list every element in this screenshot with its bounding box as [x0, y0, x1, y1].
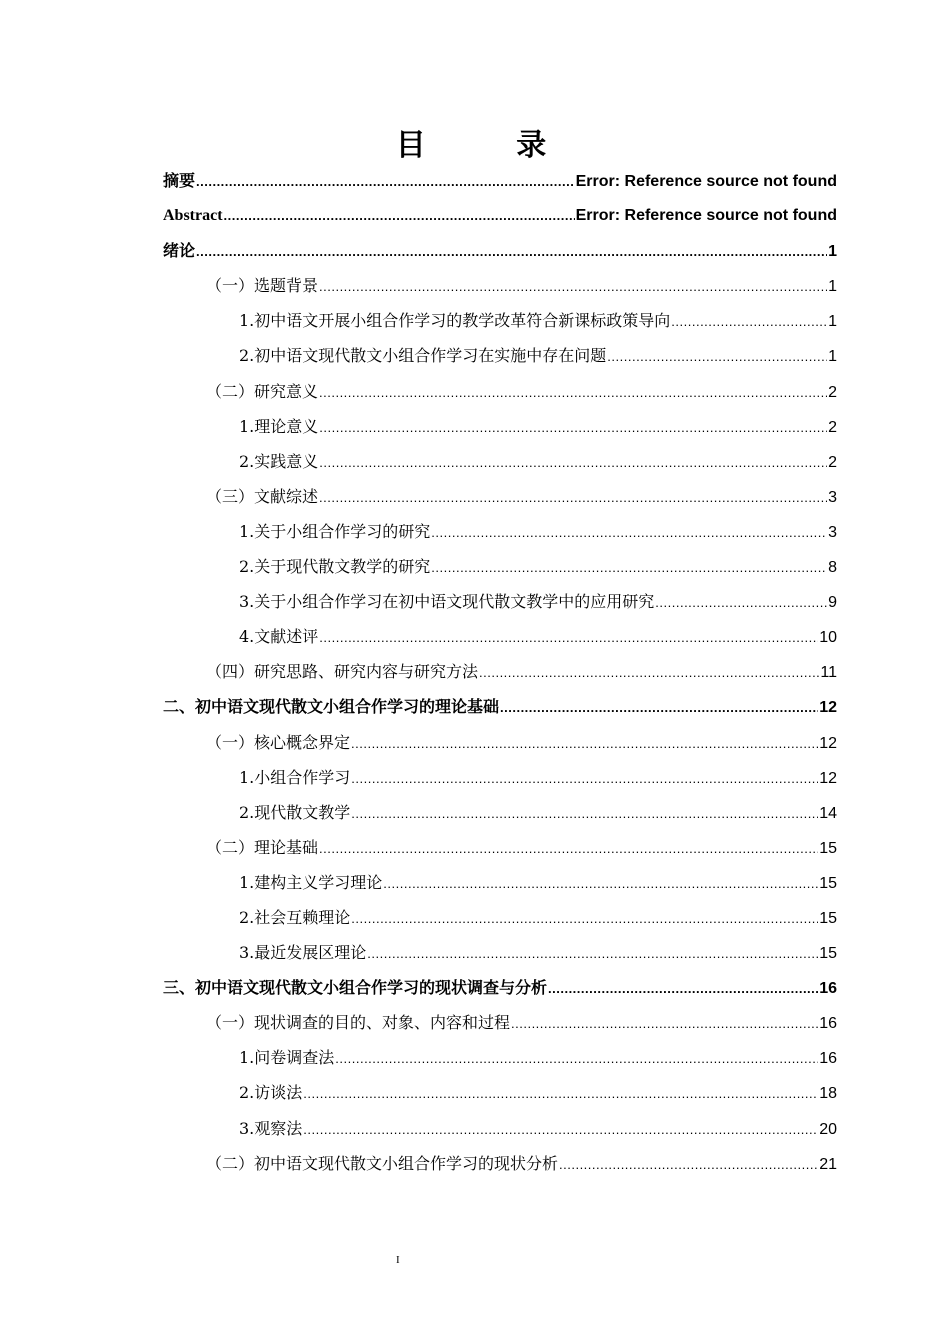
toc-dot-leader — [351, 901, 818, 936]
toc-entry[interactable] — [163, 689, 837, 724]
toc-dot-leader — [335, 1041, 818, 1076]
toc-entry[interactable] — [163, 1075, 837, 1110]
toc-entry-page: 12 — [819, 769, 837, 787]
toc-entry-text: 2.初中语文现代散文小组合作学习在实施中存在问题 — [239, 346, 607, 366]
toc-entry-text: 3.关于小组合作学习在初中语文现代散文教学中的应用研究 — [239, 592, 655, 612]
toc-dot-leader — [224, 198, 575, 233]
toc-entry-text: 2.关于现代散文教学的研究 — [239, 557, 431, 577]
toc-entry-text: 1.关于小组合作学习的研究 — [239, 521, 431, 541]
toc-entry-page: 14 — [819, 804, 837, 822]
toc-dot-leader — [303, 1076, 818, 1111]
table-of-contents — [163, 163, 837, 1181]
toc-entry-text: 1.问卷调查法 — [239, 1048, 335, 1068]
toc-entry-text: 绪论 — [163, 241, 196, 261]
toc-dot-leader — [351, 761, 818, 796]
toc-dot-leader — [479, 655, 819, 690]
toc-entry-text: 2.社会互赖理论 — [239, 907, 351, 927]
toc-entry-page: 9 — [828, 594, 837, 612]
toc-entry-text: 三、初中语文现代散文小组合作学习的现状调查与分析 — [163, 978, 548, 998]
toc-entry-text: 2.现代散文教学 — [239, 802, 351, 822]
toc-entry[interactable] — [163, 865, 837, 900]
toc-dot-leader — [431, 550, 827, 585]
toc-entry-text: （一）核心概念界定 — [206, 732, 351, 752]
toc-entry[interactable] — [163, 338, 837, 373]
toc-entry[interactable] — [163, 1005, 837, 1040]
toc-dot-leader — [196, 164, 575, 199]
toc-entry-page: 12 — [819, 734, 837, 752]
toc-entry-page: 15 — [819, 874, 837, 892]
toc-entry-page: 10 — [819, 629, 837, 647]
toc-dot-leader — [319, 269, 827, 304]
toc-dot-leader — [303, 1112, 818, 1147]
toc-dot-leader — [548, 971, 818, 1006]
toc-dot-leader — [319, 410, 827, 445]
toc-dot-leader — [500, 690, 818, 725]
toc-entry[interactable] — [163, 619, 837, 654]
toc-entry[interactable] — [163, 900, 837, 935]
toc-dot-leader — [319, 445, 827, 480]
toc-dot-leader — [431, 515, 827, 550]
toc-dot-leader — [671, 304, 827, 339]
toc-entry-page: 18 — [819, 1085, 837, 1103]
toc-entry[interactable] — [163, 1040, 837, 1075]
toc-entry[interactable] — [163, 444, 837, 479]
toc-entry-page: 11 — [820, 664, 837, 682]
toc-entry-page: 8 — [828, 559, 837, 577]
toc-dot-leader — [655, 585, 827, 620]
toc-entry[interactable] — [163, 725, 837, 760]
toc-entry[interactable] — [163, 233, 837, 268]
toc-entry[interactable] — [163, 409, 837, 444]
toc-entry-text: 摘要 — [163, 171, 196, 190]
toc-dot-leader — [319, 375, 827, 410]
toc-entry[interactable] — [163, 514, 837, 549]
toc-entry[interactable] — [163, 1111, 837, 1146]
toc-entry-page: 1 — [828, 278, 837, 296]
toc-entry-text: （一）选题背景 — [206, 276, 319, 296]
toc-entry-page: 3 — [828, 488, 837, 506]
toc-entry-text: 1.小组合作学习 — [239, 767, 351, 787]
toc-entry[interactable] — [163, 760, 837, 795]
toc-entry-page: 2 — [828, 418, 837, 436]
toc-entry-page: Error: Reference source not found — [575, 173, 837, 190]
toc-dot-leader — [196, 234, 827, 269]
toc-entry[interactable] — [163, 374, 837, 409]
toc-dot-leader — [607, 339, 827, 374]
toc-dot-leader — [383, 866, 818, 901]
toc-entry-text: 2.实践意义 — [239, 451, 319, 471]
toc-entry-text: （二）初中语文现代散文小组合作学习的现状分析 — [206, 1153, 559, 1173]
toc-entry[interactable] — [163, 935, 837, 970]
toc-entry-page: Error: Reference source not found — [575, 207, 837, 225]
toc-entry-text: 3.观察法 — [239, 1118, 303, 1138]
toc-entry-page: 15 — [819, 909, 837, 927]
toc-entry-page: 1 — [828, 243, 837, 261]
toc-entry-text: 4.文献述评 — [239, 627, 319, 647]
toc-entry[interactable] — [163, 584, 837, 619]
toc-entry-text: （二）理论基础 — [206, 837, 319, 857]
toc-entry[interactable] — [163, 198, 837, 233]
toc-entry-text: （二）研究意义 — [206, 381, 319, 401]
toc-entry-page: 20 — [819, 1120, 837, 1138]
toc-entry-text: 3.最近发展区理论 — [239, 943, 367, 963]
toc-entry-page: 15 — [819, 945, 837, 963]
toc-dot-leader — [351, 726, 818, 761]
toc-entry-page: 3 — [828, 523, 837, 541]
toc-entry[interactable] — [163, 795, 837, 830]
toc-entry-text: 二、初中语文现代散文小组合作学习的理论基础 — [163, 697, 500, 717]
toc-dot-leader — [351, 796, 818, 831]
footer-page-number: I — [396, 1254, 400, 1266]
toc-dot-leader — [511, 1006, 818, 1041]
toc-entry[interactable] — [163, 830, 837, 865]
toc-dot-leader — [319, 480, 827, 515]
toc-entry-text: Abstract — [163, 207, 223, 225]
toc-entry[interactable] — [163, 549, 837, 584]
toc-entry[interactable] — [163, 268, 837, 303]
toc-entry[interactable] — [163, 654, 837, 689]
toc-entry-page: 16 — [819, 1050, 837, 1068]
toc-entry-text: 1.建构主义学习理论 — [239, 872, 383, 892]
toc-entry[interactable] — [163, 479, 837, 514]
toc-entry-page: 16 — [819, 980, 837, 998]
toc-entry-text: （四）研究思路、研究内容与研究方法 — [206, 662, 479, 682]
toc-entry[interactable] — [163, 970, 837, 1005]
toc-dot-leader — [367, 936, 818, 971]
toc-entry-text: （三）文献综述 — [206, 486, 319, 506]
toc-entry-text: （一）现状调查的目的、对象、内容和过程 — [206, 1013, 511, 1033]
toc-entry-text: 2.访谈法 — [239, 1083, 303, 1103]
toc-entry-page: 21 — [819, 1155, 837, 1173]
toc-entry-page: 16 — [819, 1015, 837, 1033]
toc-entry[interactable] — [163, 303, 837, 338]
toc-entry-text: 1.初中语文开展小组合作学习的教学改革符合新课标政策导向 — [239, 311, 671, 331]
toc-entry-page: 15 — [819, 839, 837, 857]
toc-dot-leader — [319, 831, 818, 866]
toc-entry-page: 1 — [828, 313, 837, 331]
toc-title: 目 录 — [395, 128, 587, 163]
toc-entry[interactable] — [163, 1146, 837, 1181]
toc-entry-page: 12 — [819, 699, 837, 717]
toc-dot-leader — [559, 1147, 818, 1182]
toc-entry-page: 2 — [828, 453, 837, 471]
toc-entry-page: 1 — [828, 348, 837, 366]
toc-dot-leader — [319, 620, 818, 655]
toc-entry-text: 1.理论意义 — [239, 416, 319, 436]
toc-entry[interactable] — [163, 163, 837, 198]
toc-entry-page: 2 — [828, 383, 837, 401]
